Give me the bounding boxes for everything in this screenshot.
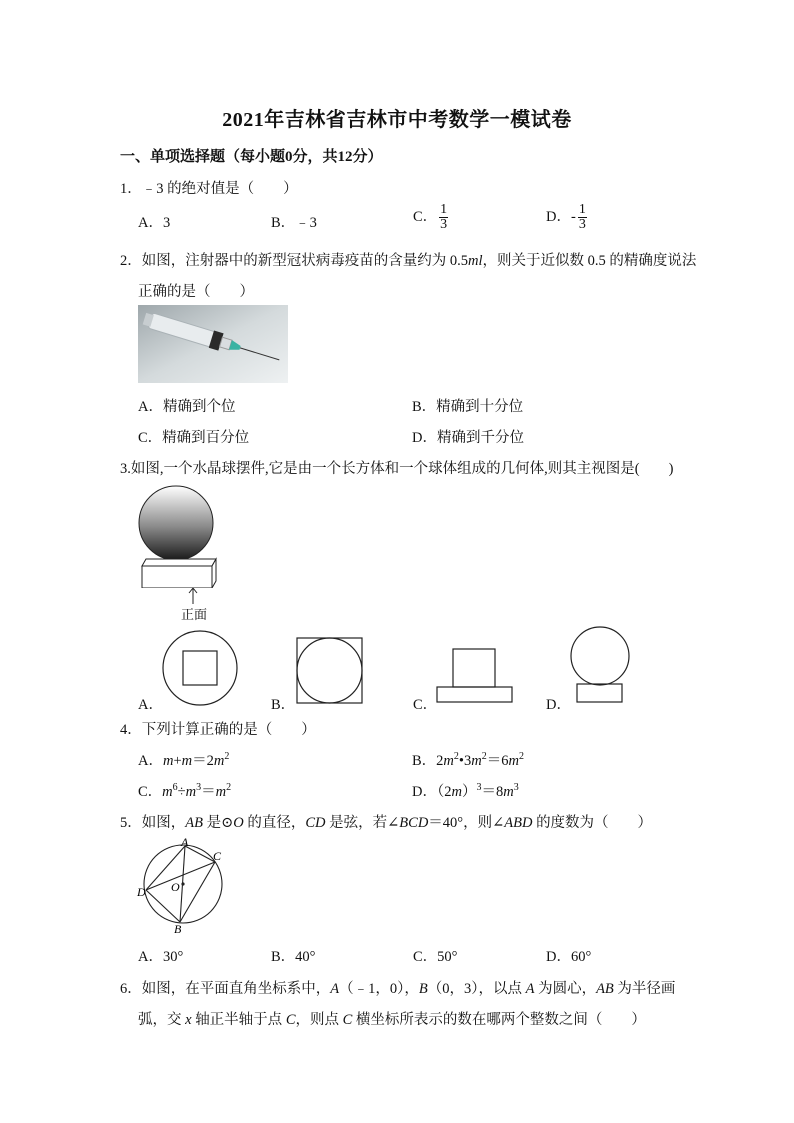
q1-option-b[interactable]: B．﹣3 <box>271 215 317 231</box>
page-title: 2021年吉林省吉林市中考数学一模试卷 <box>222 109 572 131</box>
q3-option-c-figure <box>436 648 514 704</box>
q5-option-b[interactable]: B．40° <box>271 949 316 965</box>
q1-option-c[interactable]: C． $\frac{1}{3}$ <box>413 202 448 232</box>
question-6-stem: 6．如图，在平面直角坐标系中，A（﹣1，0），B（0，3），以点 A 为圆心，AB 为半径画 <box>120 981 676 997</box>
q3-option-a[interactable]: A． <box>138 697 163 713</box>
question-4-stem: 4．下列计算正确的是（ ） <box>120 722 316 738</box>
q2-option-d[interactable]: D．精确到千分位 <box>412 430 524 446</box>
q2-option-c[interactable]: C．精确到百分位 <box>138 430 250 446</box>
q3-option-d-figure <box>568 625 634 705</box>
point-c-label: C <box>213 849 222 863</box>
q4-option-c[interactable]: C．$m^6\div m^3=m^2$ <box>138 782 232 800</box>
q3-option-d[interactable]: D． <box>546 697 571 713</box>
front-label: 正面 <box>181 607 208 622</box>
q5-option-a[interactable]: A．30° <box>138 949 184 965</box>
q4-option-a[interactable]: A．$m+m=2m^2$ <box>138 751 230 769</box>
point-a-label: A <box>181 835 189 849</box>
question-3-stem: 3.如图,一个水晶球摆件,它是由一个长方体和一个球体组成的几何体,则其主视图是( ) <box>120 461 674 477</box>
fraction: $\frac{1}{3}$ <box>440 202 448 232</box>
question-1-stem: 1．﹣3 的绝对值是（ ） <box>120 181 298 197</box>
question-2-stem: 2．如图，注射器中的新型冠状病毒疫苗的含量约为 0.5ml，则关于近似数 0.5 的精确度说法 <box>120 253 697 269</box>
circle-diagram <box>133 834 233 934</box>
question-2-stem-line2: 正确的是（ ） <box>138 284 254 300</box>
q1-option-a[interactable]: A．3 <box>138 215 171 231</box>
question-6-stem-line2: 弧，交 x 轴正半轴于点 C，则点 C 横坐标所表示的数在哪两个整数之间（ ） <box>138 1012 646 1028</box>
point-o-label: O <box>171 880 180 894</box>
q2-option-a[interactable]: A．精确到个位 <box>138 399 236 415</box>
section-heading: 一、单项选择题（每小题0分，共12分） <box>120 149 383 165</box>
q3-option-a-figure <box>160 628 240 708</box>
front-arrow-icon <box>187 587 199 605</box>
point-d-label: D <box>137 885 146 899</box>
q4-option-b[interactable]: B．$2m^2•3m^2=6m^2$ <box>412 751 524 769</box>
q5-option-d[interactable]: D．60° <box>546 949 592 965</box>
q3-option-b-figure <box>296 637 364 705</box>
q1-option-d[interactable]: D．- $\frac{1}{3}$ <box>546 202 586 232</box>
q5-option-c[interactable]: C．50° <box>413 949 458 965</box>
q3-option-c[interactable]: C． <box>413 697 438 713</box>
q3-option-b[interactable]: B． <box>271 697 296 713</box>
fraction: $\frac{1}{3}$ <box>578 202 586 232</box>
question-5-stem: 5．如图，AB 是⊙O 的直径，CD 是弦，若∠BCD＝40°，则∠ABD 的度数为（ ） <box>120 815 653 831</box>
q4-option-d[interactable]: D．$(2m)^3=8m^3$ <box>412 782 519 800</box>
q2-option-b[interactable]: B．精确到十分位 <box>412 399 524 415</box>
syringe-image <box>138 305 288 383</box>
crystal-ball-figure <box>136 483 226 588</box>
point-b-label: B <box>174 922 182 934</box>
